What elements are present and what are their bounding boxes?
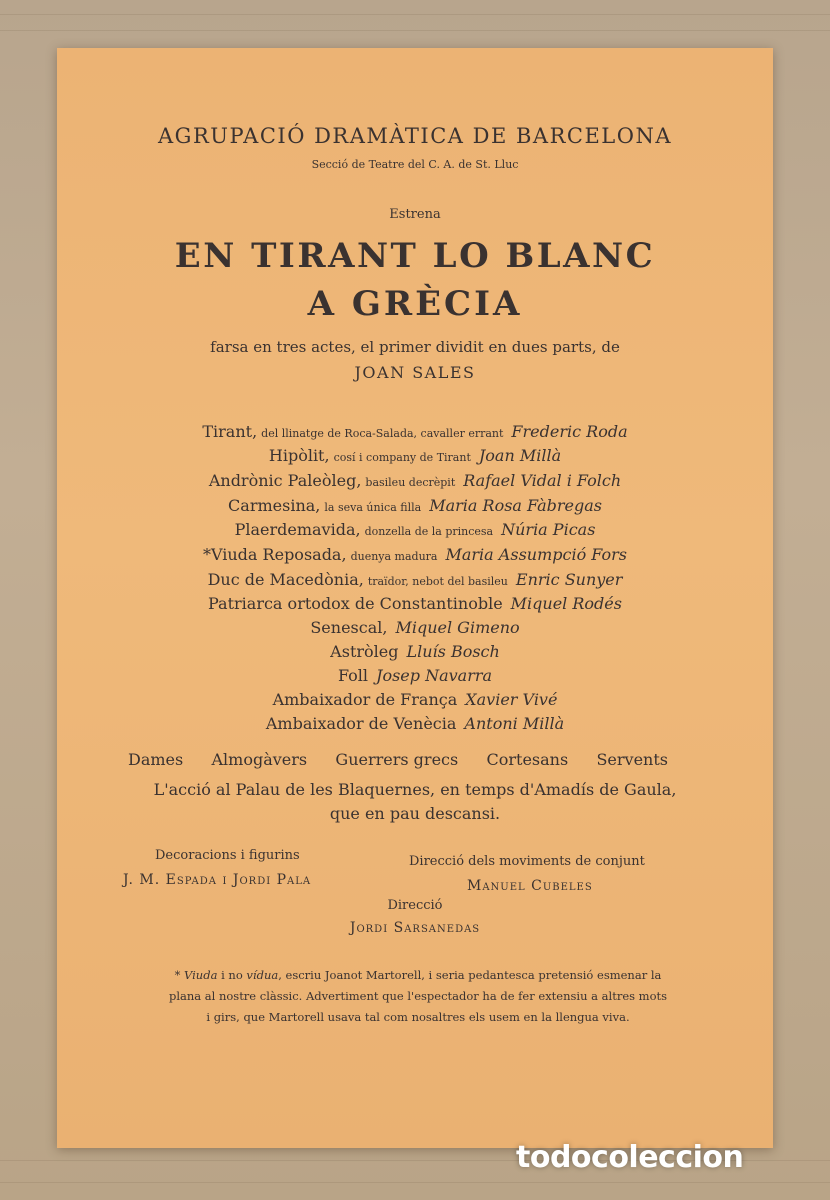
- cast-role-description: basileu decrèpit: [365, 476, 456, 489]
- cast-role: Andrònic Paleòleg,: [208, 471, 362, 490]
- cast-row: [57, 422, 773, 441]
- cast-row: [57, 471, 773, 490]
- cast-row: [57, 666, 773, 685]
- play-title-line2: A GRÈCIA: [307, 284, 523, 324]
- setting-line2: que en pau descansi.: [329, 804, 501, 823]
- cast-actor: Maria Rosa Fàbregas: [429, 496, 602, 515]
- cast-actor: Rafael Vidal i Folch: [463, 471, 622, 490]
- cast-actor: Antoni Millà: [464, 714, 565, 733]
- ensemble-roles: [128, 750, 668, 769]
- cast-actor: Miquel Rodés: [510, 594, 622, 613]
- movement-direction-label: Direcció dels moviments de conjunt: [409, 854, 645, 869]
- wood-grain: [0, 14, 830, 15]
- footnote-text: i no: [217, 968, 247, 982]
- cast-row: [57, 690, 773, 709]
- setting-line1: L'acció al Palau de les Blaquernes, en temps d'Amadís de Gaula,: [153, 780, 677, 799]
- cast-row: [57, 714, 773, 733]
- cast-actor: Enric Sunyer: [515, 570, 623, 589]
- cast-role-description: del llinatge de Roca-Salada, cavaller errant: [261, 427, 504, 440]
- cast-actor: Núria Picas: [501, 520, 596, 539]
- cast-actor: Lluís Bosch: [406, 642, 500, 661]
- cast-role: Foll: [337, 666, 369, 685]
- cast-actor: Miquel Gimeno: [395, 618, 520, 637]
- wood-grain: [0, 1182, 830, 1183]
- wood-grain: [0, 30, 830, 31]
- decor-label: Decoracions i figurins: [155, 848, 300, 863]
- cast-role-description: donzella de la princesa: [364, 525, 494, 538]
- section-name: Secció de Teatre del C. A. de St. Lluc: [311, 158, 519, 171]
- cast-role-description: traïdor, nebot del basileu: [367, 575, 508, 588]
- decor-names: J. M. Espada i Jordi Pala: [123, 872, 312, 888]
- cast-row: [57, 642, 773, 661]
- cast-role-description: la seva única filla: [324, 501, 422, 514]
- footnote-line3: i girs, que Martorell usava tal com nosaltres els usem en la llengua viva.: [206, 1010, 630, 1024]
- cast-role: Plaerdemavida,: [234, 520, 361, 539]
- cast-actor: Josep Navarra: [376, 666, 493, 685]
- ensemble-item: Guerrers grecs: [335, 750, 459, 769]
- premiere-label: Estrena: [389, 207, 441, 222]
- cast-role: *Viuda Reposada,: [202, 545, 347, 564]
- site-watermark: todocoleccion: [516, 1140, 744, 1175]
- cast-actor: Joan Millà: [478, 446, 562, 465]
- cast-role: Tirant,: [202, 422, 258, 441]
- cast-role: Ambaixador de França: [272, 690, 458, 709]
- footnote-line2: plana al nostre clàssic. Advertiment que l'espectador ha de fer extensiu a altres mots: [168, 989, 668, 1003]
- cast-actor: Xavier Vivé: [465, 690, 558, 709]
- footnote-line1: [123, 965, 713, 986]
- cast-row: [57, 618, 773, 637]
- footnote-text: , escriu Joanot Martorell, i seria pedantesca pretensió esmenar la: [278, 968, 662, 982]
- cast-role: Hipòlit,: [268, 446, 330, 465]
- cast-row: [57, 570, 773, 589]
- cast-role: Senescal,: [310, 618, 388, 637]
- cast-row: [57, 496, 773, 515]
- cast-actor: Maria Assumpció Fors: [445, 545, 628, 564]
- cast-row: [57, 446, 773, 465]
- cast-role: Duc de Macedònia,: [207, 570, 364, 589]
- organization-name: AGRUPACIÓ DRAMÀTICA DE BARCELONA: [158, 124, 672, 148]
- ensemble-item: Servents: [596, 750, 668, 769]
- cast-role: Astròleg: [330, 642, 399, 661]
- cast-row: [57, 520, 773, 539]
- footnote-word-vidua: vídua: [246, 968, 279, 982]
- footnote: [123, 965, 713, 1028]
- ensemble-item: Dames: [128, 750, 184, 769]
- cast-role-description: duenya madura: [350, 550, 438, 563]
- cast-role: Patriarca ortodox de Constantinoble: [208, 594, 503, 613]
- cast-actor: Frederic Roda: [511, 422, 628, 441]
- cast-role-description: cosí i company de Tirant: [333, 451, 471, 464]
- theatre-program-sheet: [57, 48, 773, 1148]
- play-author: JOAN SALES: [354, 363, 476, 382]
- cast-role: Ambaixador de Venècia: [265, 714, 457, 733]
- movement-director: Manuel Cubeles: [467, 878, 593, 894]
- play-subtitle: farsa en tres actes, el primer dividit en dues parts, de: [210, 338, 620, 356]
- ensemble-item: Cortesans: [486, 750, 569, 769]
- play-title-line1: EN TIRANT LO BLANC: [174, 236, 656, 276]
- cast-role: Carmesina,: [228, 496, 321, 515]
- ensemble-item: Almogàvers: [211, 750, 308, 769]
- footnote-marker: *: [174, 968, 185, 982]
- cast-row: [57, 594, 773, 613]
- direction-label: Direcció: [387, 898, 443, 913]
- footnote-word-viuda: Viuda: [184, 968, 218, 982]
- director-name: Jordi Sarsanedas: [349, 920, 481, 936]
- cast-row: [57, 545, 773, 564]
